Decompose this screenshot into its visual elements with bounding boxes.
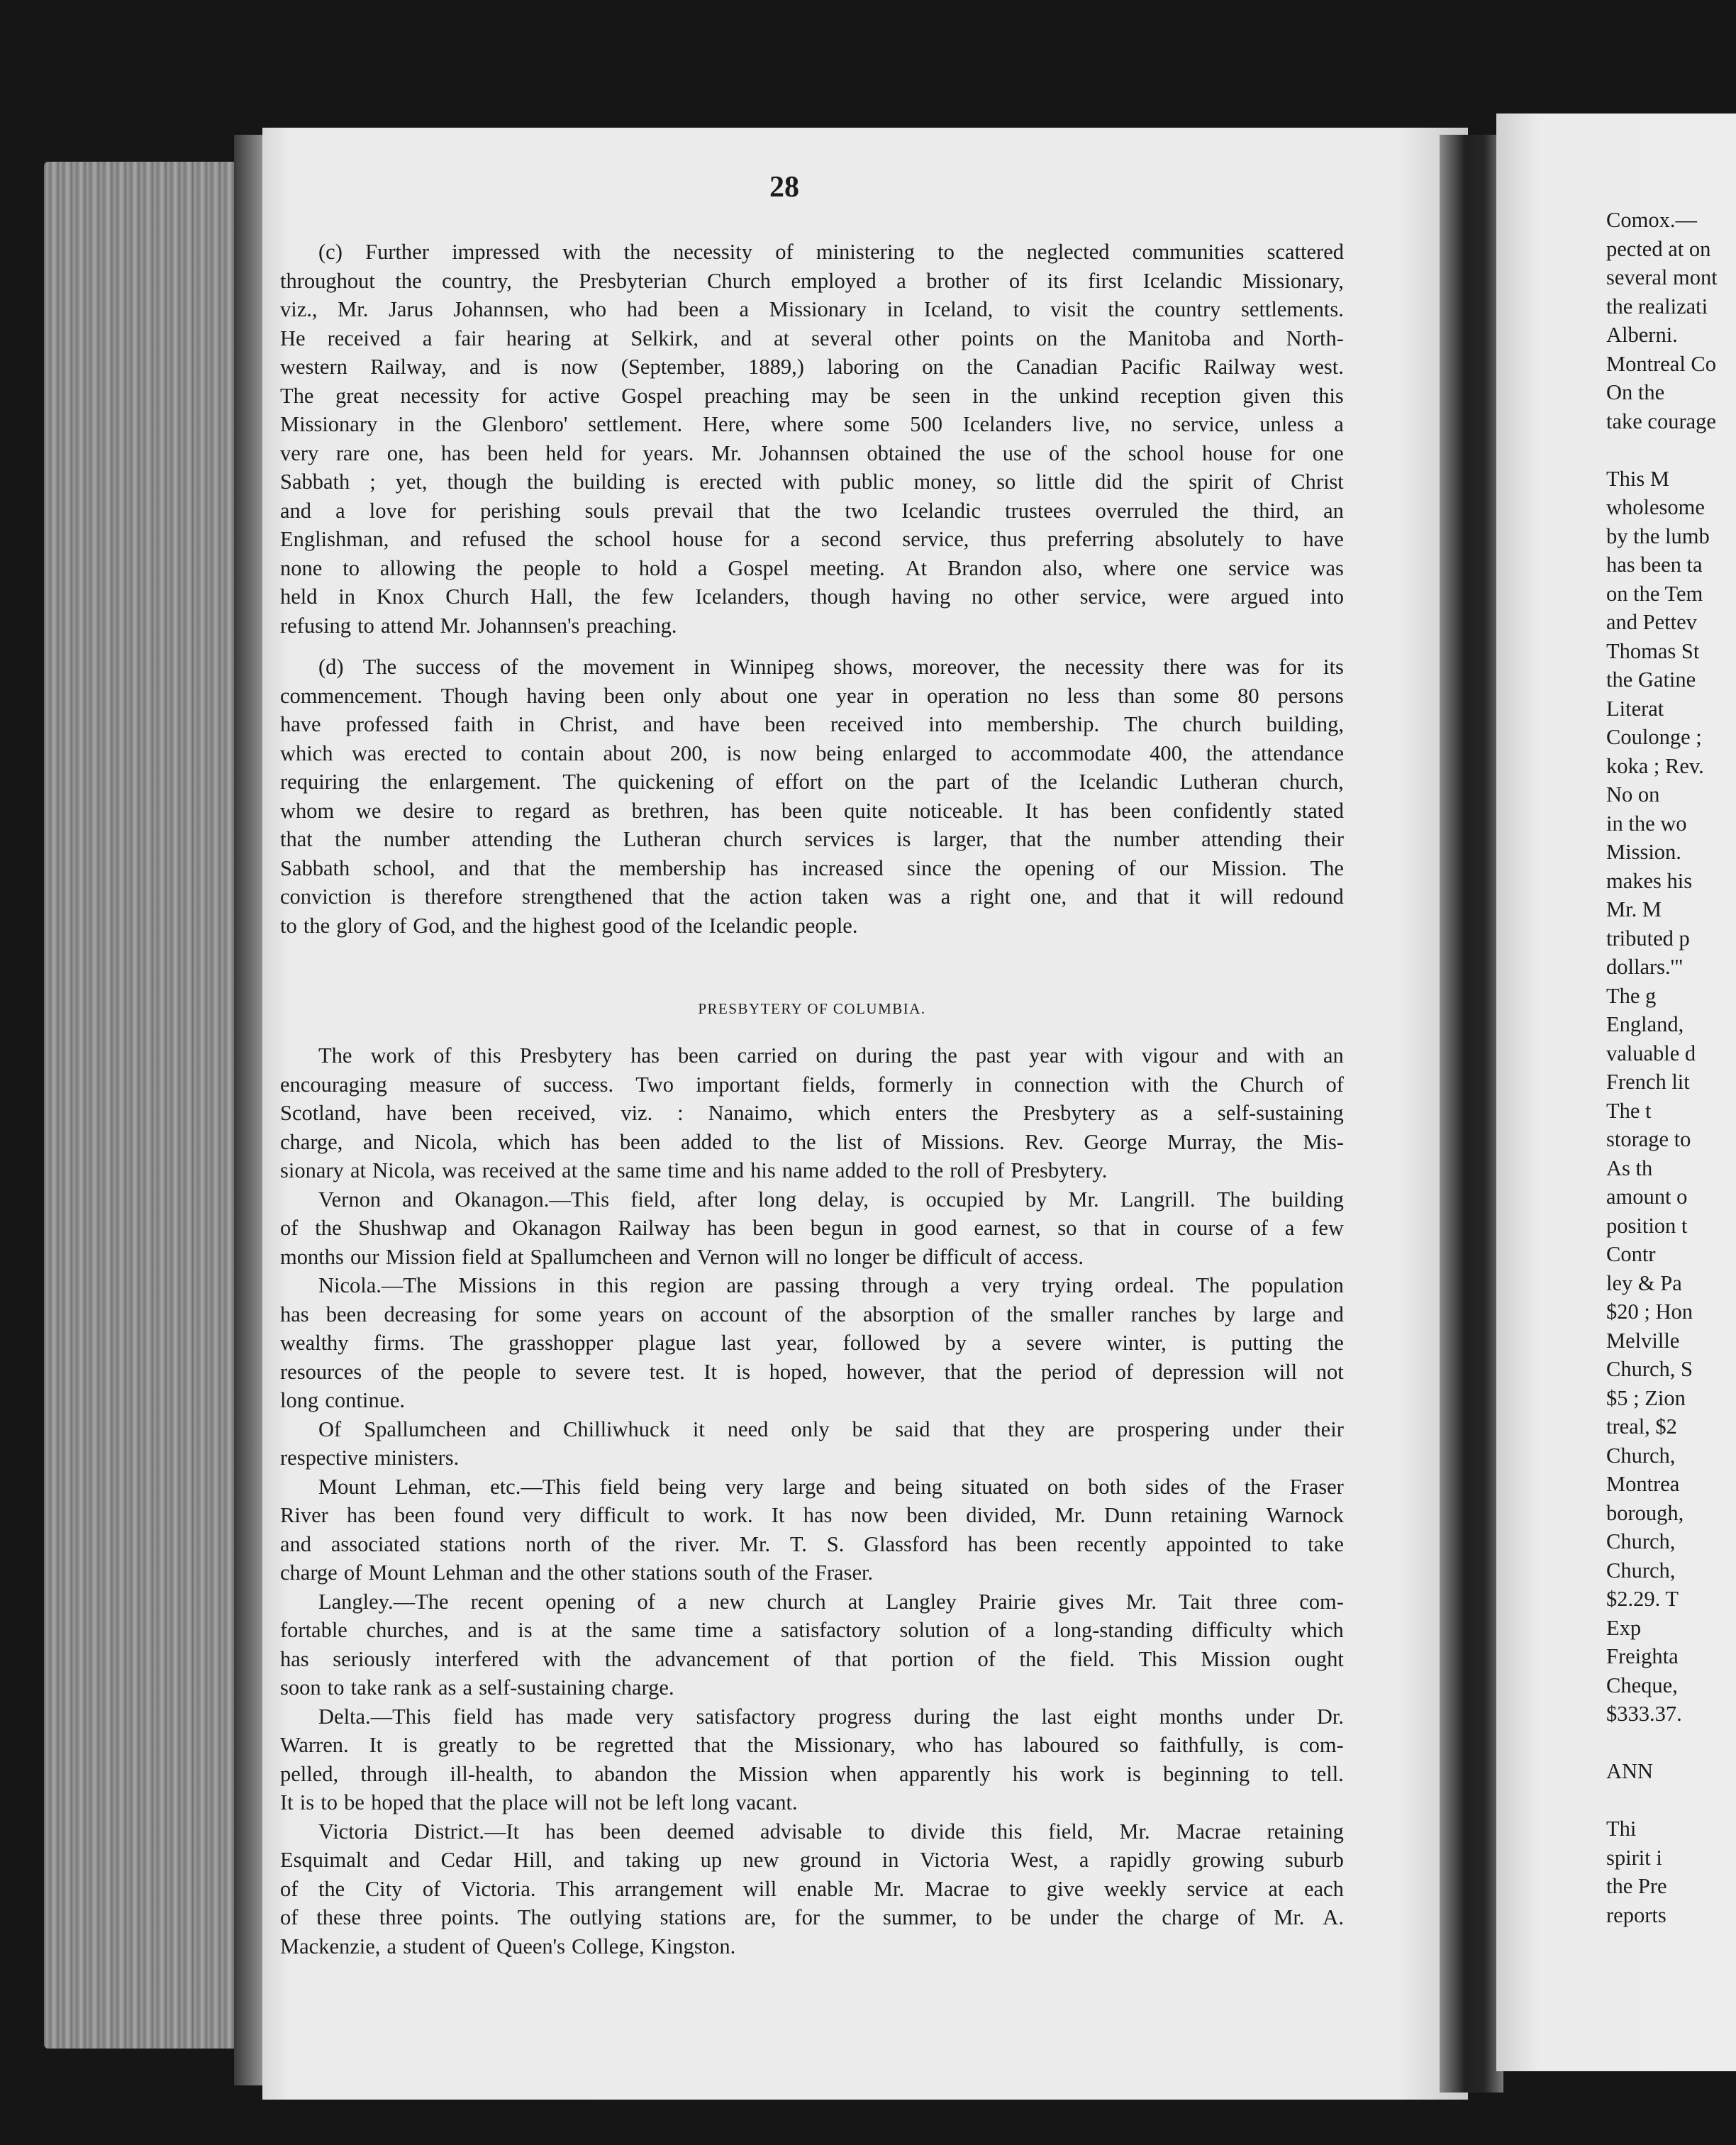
text-line: (c) Further impressed with the necessity of ministering to the neglected communities scattered [318,240,1344,264]
text-line: none to allowing the people to hold a Gospel meeting. At Brandon also, where one service was [280,555,1344,580]
text-line: charge of Mount Lehman and the other stations south of the Fraser. [280,1561,874,1585]
page-number: 28 [769,171,799,204]
right-page-line: amount o [1606,1185,1688,1209]
columbia-paragraph [280,1473,1344,1587]
right-page-line: koka ; Rev. [1606,753,1704,778]
text-line: months our Mission field at Spallumcheen and Vernon will no longer be difficult of access. [280,1244,1084,1269]
right-page-line: Church, [1606,1443,1676,1468]
text-line: viz., Mr. Jarus Johannsen, who had been a Missionary in Iceland, to visit the country settlements. [280,297,1344,321]
text-line: soon to take rank as a self-sustaining charge. [280,1675,674,1700]
right-page-line: ley & Pa [1606,1270,1682,1295]
text-line: Sabbath ; yet, though the building is erected with public money, so little did the spirit of Christ [280,470,1344,494]
right-page-line: wholesome [1606,495,1705,519]
right-page-line: Alberni. [1606,323,1678,347]
text-line: (d) The success of the movement in Winnipeg shows, moreover, the necessity there was for its [318,655,1344,679]
right-page-line: England, [1606,1012,1684,1036]
text-line: whom we desire to regard as brethren, has been quite noticeable. It has been confidently stated [280,798,1344,823]
text-line: Mount Lehman, etc.—This field being very large and being situated on both sides of the Fraser [318,1474,1344,1499]
right-page-line: Thi [1606,1817,1637,1841]
text-line: sionary at Nicola, was received at the same time and his name added to the roll of Presbytery. [280,1158,1108,1182]
right-page-line: pected at on [1606,236,1711,261]
right-page-line: Comox.— [1606,208,1697,232]
right-page-line: take courage [1606,409,1716,433]
right-page-line: has been ta [1606,553,1703,577]
right-page-line: Church, [1606,1558,1676,1583]
right-page-line: and Pettev [1606,610,1697,634]
text-line: has seriously interfered with the advancement of that portion of the field. This Mission ought [280,1646,1344,1671]
text-line: very rare one, has been held for years. Mr. Johannsen obtained the use of the school house for one [280,440,1344,465]
right-page-line: As th [1606,1155,1653,1180]
right-page-line: storage to [1606,1127,1691,1151]
text-line: which was erected to contain about 200, is now being enlarged to accommodate 400, the attendance [280,741,1344,765]
columbia-paragraph [280,1415,1344,1473]
text-line: The great necessity for active Gospel preaching may be seen in the unkind reception given this [280,383,1344,408]
right-page-line: reports [1606,1902,1667,1927]
text-line: Sabbath school, and that the membership has increased since the opening of our Mission. The [280,855,1344,880]
text-line: and a love for perishing souls prevail that the two Icelandic trustees overruled the third, an [280,498,1344,523]
right-page-line: valuable d [1606,1041,1696,1065]
text-line: pelled, through ill-health, to abandon the Mission when apparently his work is beginning to tell. [280,1761,1344,1786]
text-line: refusing to attend Mr. Johannsen's preaching. [280,613,677,638]
right-page-line: ANN [1606,1759,1654,1783]
text-line: has been decreasing for some years on account of the absorption of the smaller ranches by large and [280,1302,1344,1326]
text-line: Mackenzie, a student of Queen's College, Kingston. [280,1934,736,1958]
text-line: Scotland, have been received, viz. : Nanaimo, which enters the Presbytery as a self-sustaining [280,1101,1344,1125]
right-page-line: tributed p [1606,926,1690,950]
book-gutter [1440,135,1503,2093]
text-line: encouraging measure of success. Two important fields, formerly in connection with the Church of [280,1072,1344,1097]
right-page-line: in the wo [1606,811,1687,836]
text-line: of the City of Victoria. This arrangement will enable Mr. Macrae to give weekly service at each [280,1876,1344,1901]
right-page-line: the realizati [1606,294,1708,318]
right-page-line: position t [1606,1213,1688,1238]
columbia-paragraph [280,1817,1344,1961]
right-page-line: makes his [1606,868,1693,893]
columbia-paragraph [280,1185,1344,1272]
text-line: charge, and Nicola, which has been added to the list of Missions. Rev. George Murray, the Mis- [280,1129,1344,1154]
right-page-line: Church, S [1606,1357,1693,1381]
right-page-line: This M [1606,466,1669,491]
right-page-line: Coulonge ; [1606,725,1702,749]
columbia-paragraph [280,1702,1344,1817]
right-page-text [1606,206,1736,1929]
right-page-line: Montrea [1606,1472,1680,1496]
right-page-line: Montreal Co [1606,351,1717,376]
right-page-line: by the lumb [1606,523,1710,548]
right-page-line: Cheque, [1606,1673,1678,1697]
text-line: He received a fair hearing at Selkirk, and at several other points on the Manitoba and North- [280,326,1344,350]
columbia-paragraph [280,1587,1344,1702]
text-line: Of Spallumcheen and Chilliwhuck it need only be said that they are prospering under their [318,1417,1344,1441]
right-page-line: The g [1606,983,1657,1008]
right-page-line: Contr [1606,1242,1656,1266]
right-page-line: Mr. M [1606,897,1662,921]
text-line: Esquimalt and Cedar Hill, and taking up new ground in Victoria West, a rapidly growing suburb [280,1848,1344,1872]
right-page-line: Literat [1606,696,1664,721]
right-page-line: Church, [1606,1529,1676,1553]
columbia-section [280,1041,1344,1961]
text-line: River has been found very difficult to work. It has now been divided, Mr. Dunn retaining Warnock [280,1503,1344,1527]
right-page-line [1606,1786,1736,1815]
text-line: requiring the enlargement. The quickening of effort on the part of the Icelandic Lutheran church, [280,770,1344,794]
text-line: Delta.—This field has made very satisfactory progress during the last eight months under Dr. [318,1704,1344,1729]
right-page-line: Melville [1606,1328,1680,1353]
right-page-line: $333.37. [1606,1702,1682,1726]
right-page-line: Mission. [1606,840,1681,864]
right-page-line: $20 ; Hon [1606,1299,1693,1324]
right-page-line: borough, [1606,1500,1684,1525]
text-line: respective ministers. [280,1446,460,1470]
right-page-line: Exp [1606,1615,1642,1640]
text-line: Warren. It is greatly to be regretted that the Missionary, who has laboured so faithfully, is com- [280,1733,1344,1757]
right-page-line: French lit [1606,1070,1690,1094]
right-page-line: $2.29. T [1606,1587,1679,1611]
columbia-paragraph [280,1041,1344,1185]
right-page-line: The t [1606,1098,1652,1123]
section-heading: PRESBYTERY OF COLUMBIA. [698,1000,926,1017]
right-page-line: on the Tem [1606,581,1703,606]
right-page-line: On the [1606,380,1665,404]
paragraph-c [280,238,1344,640]
text-line: that the number attending the Lutheran church services is larger, that the number attending their [280,827,1344,851]
text-line: throughout the country, the Presbyterian Church employed a brother of its first Icelandic Missionary, [280,268,1344,293]
right-page-line: $5 ; Zion [1606,1385,1686,1410]
text-line: Englishman, and refused the school house for a second service, thus preferring absolutely to have [280,527,1344,551]
text-line: fortable churches, and is at the same time a satisfactory solution of a long-standing difficulty which [280,1618,1344,1642]
text-line: have professed faith in Christ, and have been received into membership. The church building, [280,712,1344,736]
columbia-paragraph [280,1271,1344,1415]
text-line: Missionary in the Glenboro' settlement. Here, where some 500 Icelanders live, no service, unless a [280,412,1344,436]
text-line: of these three points. The outlying stations are, for the summer, to be under the charge of Mr. A. [280,1905,1344,1929]
right-page-line: Thomas St [1606,638,1700,663]
right-page-line [1606,436,1736,465]
right-page-line: treal, $2 [1606,1414,1677,1439]
text-line: Vernon and Okanagon.—This field, after long delay, is occupied by Mr. Langrill. The building [318,1187,1344,1212]
text-line: Nicola.—The Missions in this region are passing through a very trying ordeal. The population [318,1273,1344,1297]
right-page-line: the Gatine [1606,667,1696,692]
text-line: resources of the people to severe test. It is hoped, however, that the period of depression will not [280,1359,1344,1384]
text-line: Victoria District.—It has been deemed advisable to divide this field, Mr. Macrae retaining [318,1819,1344,1844]
text-line: western Railway, and is now (September, 1889,) laboring on the Canadian Pacific Railway west. [280,355,1344,379]
text-line: The work of this Presbytery has been carried on during the past year with vigour and with an [318,1043,1344,1068]
text-line: It is to be hoped that the place will not be left long vacant. [280,1790,798,1814]
paragraph-d [280,653,1344,940]
text-line: long continue. [280,1388,406,1412]
right-page-line: No on [1606,782,1660,807]
right-page-line: Freighta [1606,1644,1679,1668]
text-line: commencement. Though having been only about one year in operation no less than some 80 persons [280,683,1344,708]
text-line: of the Shushwap and Okanagon Railway has been begun in good earnest, so that in course of a few [280,1216,1344,1240]
text-line: wealthy firms. The grasshopper plague last year, followed by a severe winter, is putting the [280,1331,1344,1355]
right-page-line: the Pre [1606,1874,1667,1898]
right-page-line [1606,1729,1736,1758]
text-line: conviction is therefore strengthened that the action taken was a right one, and that it will redound [280,885,1344,909]
text-line: held in Knox Church Hall, the few Icelanders, though having no other service, were argued into [280,584,1344,609]
text-line: to the glory of God, and the highest good of the Icelandic people. [280,913,858,938]
text-line: Langley.—The recent opening of a new church at Langley Prairie gives Mr. Tait three com- [318,1589,1344,1614]
right-page-line: dollars.'" [1606,955,1684,979]
text-line: and associated stations north of the river. Mr. T. S. Glassford has been recently appointed to take [280,1531,1344,1556]
right-page-line: several mont [1606,265,1718,289]
right-page-line: spirit i [1606,1845,1662,1870]
